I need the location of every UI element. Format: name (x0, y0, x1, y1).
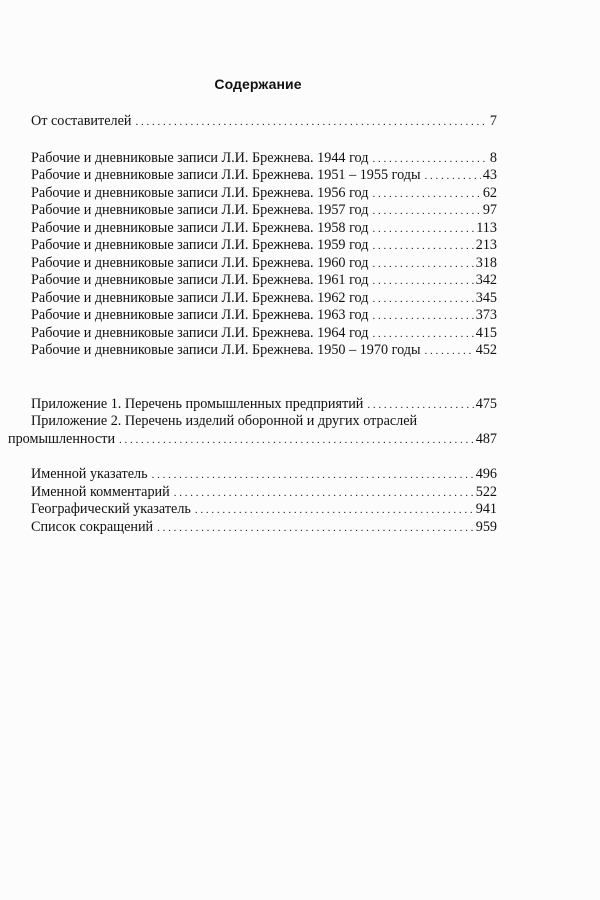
dot-leader (195, 502, 474, 520)
toc-entry-page: 213 (475, 237, 497, 253)
toc-entry-page: 8 (489, 149, 497, 166)
toc-entry-label: Рабочие и дневниковые записи Л.И. Брежнева. 1958 год (31, 219, 369, 236)
toc-entry-page: 342 (475, 272, 497, 288)
toc-entry-label: Рабочие и дневниковые записи Л.И. Брежнева. 1961 год (31, 272, 369, 288)
dot-leader (372, 256, 473, 274)
toc-entry[interactable] (31, 290, 497, 308)
toc-entry-label: Рабочие и дневниковые записи Л.И. Брежнева. 1951 – 1955 годы (31, 167, 421, 183)
toc-entry-label: Рабочие и дневниковые записи Л.И. Брежнева. 1959 год (31, 237, 369, 253)
dot-leader (372, 273, 473, 291)
toc-entry-page: 941 (475, 501, 497, 517)
dot-leader (372, 308, 473, 326)
toc-entry[interactable] (31, 272, 497, 290)
toc-entry-page: 345 (475, 289, 497, 306)
toc-entry[interactable] (31, 167, 497, 185)
toc-entry[interactable] (31, 325, 497, 343)
toc-entry-label: Список сокращений (31, 518, 154, 535)
dot-leader (425, 168, 481, 186)
appendix-entries (8, 395, 497, 449)
dot-leader (372, 238, 473, 256)
toc-entry-label: Рабочие и дневниковые записи Л.И. Брежнева. 1950 – 1970 годы (31, 342, 421, 358)
toc-entry-page: 7 (489, 113, 497, 129)
page-title: Содержание (214, 76, 302, 92)
toc-entry-page: 415 (475, 324, 497, 341)
toc-entry-appendix-2-line1[interactable]: Приложение 2. Перечень изделий оборонной и других отраслей (31, 413, 418, 429)
toc-entry[interactable] (31, 519, 497, 537)
toc-entry-page: 62 (482, 184, 497, 201)
dot-leader (152, 467, 474, 485)
dot-leader (119, 432, 474, 450)
dot-leader (372, 151, 487, 169)
diary-entries (31, 150, 497, 360)
toc-entry-label: Рабочие и дневниковые записи Л.И. Брежнева. 1962 год (31, 289, 369, 306)
toc-entry[interactable] (31, 202, 497, 220)
toc-entry-label: Приложение 1. Перечень промышленных предприятий (31, 395, 364, 412)
index-entries (31, 466, 497, 536)
toc-entry[interactable] (31, 237, 497, 255)
toc-entry[interactable] (31, 466, 497, 484)
toc-entry-label: От составителей (31, 113, 132, 129)
toc-entry-label: Рабочие и дневниковые записи Л.И. Брежнева. 1957 год (31, 202, 369, 218)
toc-entry[interactable] (31, 342, 497, 360)
toc-entry[interactable] (31, 150, 497, 168)
dot-leader (174, 485, 474, 503)
toc-entry-page: 318 (475, 254, 497, 271)
toc-entry[interactable] (31, 501, 497, 519)
toc-entry[interactable] (31, 484, 497, 502)
toc-entry-label: Рабочие и дневниковые записи Л.И. Брежнева. 1964 год (31, 324, 369, 341)
toc-entry-appendix-1[interactable] (31, 396, 497, 414)
dot-leader (372, 291, 473, 309)
toc-entry[interactable] (31, 307, 497, 325)
toc-entry-page: 97 (482, 202, 497, 218)
toc-entry-label: Рабочие и дневниковые записи Л.И. Брежнева. 1944 год (31, 149, 369, 166)
toc-entry-label: Именной комментарий (31, 483, 170, 500)
dot-leader (157, 520, 474, 538)
toc-entry-intro[interactable] (31, 113, 497, 131)
toc-entry-label: Рабочие и дневниковые записи Л.И. Брежнева. 1960 год (31, 254, 369, 271)
dot-leader (372, 326, 473, 344)
toc-entry-page: 475 (475, 395, 497, 412)
toc-entry[interactable] (31, 220, 497, 238)
toc-entry[interactable] (31, 185, 497, 203)
dot-leader (372, 186, 480, 204)
toc-entry-page: 452 (475, 342, 497, 358)
table-of-contents (8, 113, 497, 536)
toc-entry-page: 113 (476, 219, 497, 236)
toc-entry-page: 959 (475, 518, 497, 535)
dot-leader (372, 203, 480, 221)
toc-entry-page: 487 (475, 430, 497, 447)
toc-entry-label: промышленности (8, 430, 116, 447)
toc-entry-page: 522 (475, 483, 497, 500)
toc-entry[interactable] (31, 255, 497, 273)
toc-entry-appendix-2[interactable] (8, 431, 497, 449)
toc-entry-label: Рабочие и дневниковые записи Л.И. Брежнева. 1963 год (31, 307, 369, 323)
toc-entry-label: Именной указатель (31, 466, 148, 482)
toc-entry-page: 373 (475, 307, 497, 323)
dot-leader (367, 397, 473, 415)
toc-entry-page: 496 (475, 466, 497, 482)
toc-entry-label: Географический указатель (31, 501, 191, 517)
toc-entry-label: Рабочие и дневниковые записи Л.И. Брежнева. 1956 год (31, 184, 369, 201)
toc-entry-page: 43 (482, 167, 497, 183)
dot-leader (135, 114, 487, 132)
dot-leader (425, 343, 474, 361)
dot-leader (372, 221, 474, 239)
